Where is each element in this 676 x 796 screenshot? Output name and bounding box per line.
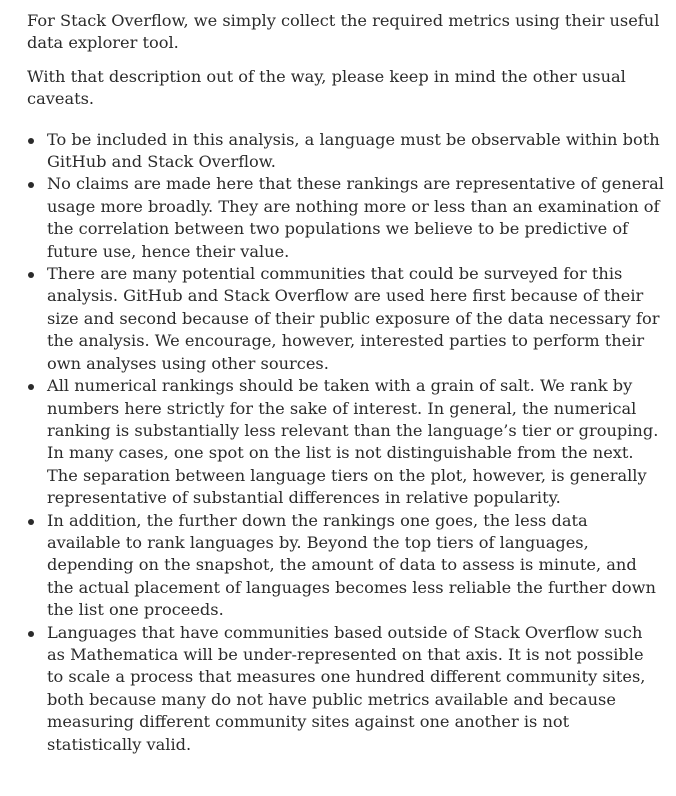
- bullet-icon: [28, 631, 34, 637]
- list-item: [47, 129, 664, 174]
- list-item: [47, 263, 664, 375]
- bullet-icon: [28, 384, 34, 390]
- list-item-text: No claims are made here that these rankings are representative of general usage more broadly. They are nothing more or less than an examination of the correlation between two populations we believe to be predictive of future use, hence their value.: [47, 174, 664, 261]
- paragraph-caveats-intro: With that description out of the way, please keep in mind the other usual caveats.: [27, 66, 626, 109]
- list-item: [47, 510, 664, 622]
- list-item-text: To be included in this analysis, a language must be observable within both GitHub and Stack Overflow.: [47, 129, 660, 172]
- paragraph-data-collection: For Stack Overflow, we simply collect the required metrics using their useful data explorer tool.: [27, 11, 660, 53]
- bullet-icon: [28, 182, 34, 188]
- bullet-icon: [28, 138, 34, 144]
- list-item-text: There are many potential communities that could be surveyed for this analysis. GitHub and Stack Overflow are used here first because of their size and second because of their public exposure of the data necessary for the analysis. We encourage, however, interested parties to perform their own analyses using other sources.: [47, 264, 660, 373]
- list-item: [47, 375, 664, 509]
- list-item-text: Languages that have communities based outside of Stack Overflow such as Mathematica will be under-represented on that axis. It is not possible to scale a process that measures one hundred different community sites, both because many do not have public metrics available and because measuring different community sites against one another is not statistically valid.: [47, 622, 646, 754]
- bullet-icon: [28, 519, 34, 525]
- list-item-text: In addition, the further down the rankings one goes, the less data available to rank languages by. Beyond the top tiers of languages, depending on the snapshot, the amount of data to assess is minute, and the actual placement of languages becomes less reliable the further down the list one proceeds.: [47, 510, 656, 620]
- list-item: [47, 173, 664, 263]
- bullet-icon: [28, 272, 34, 278]
- list-item-text: All numerical rankings should be taken with a grain of salt. We rank by numbers here strictly for the sake of interest. In general, the numerical ranking is substantially less relevant than the language’s tier or grouping. In many cases, one spot on the list is not distinguishable from the next. The separation between language tiers on the plot, however, is generally representative of substantial differences in relative popularity.: [47, 376, 659, 508]
- caveats-list: [27, 129, 664, 756]
- list-item: [47, 622, 664, 756]
